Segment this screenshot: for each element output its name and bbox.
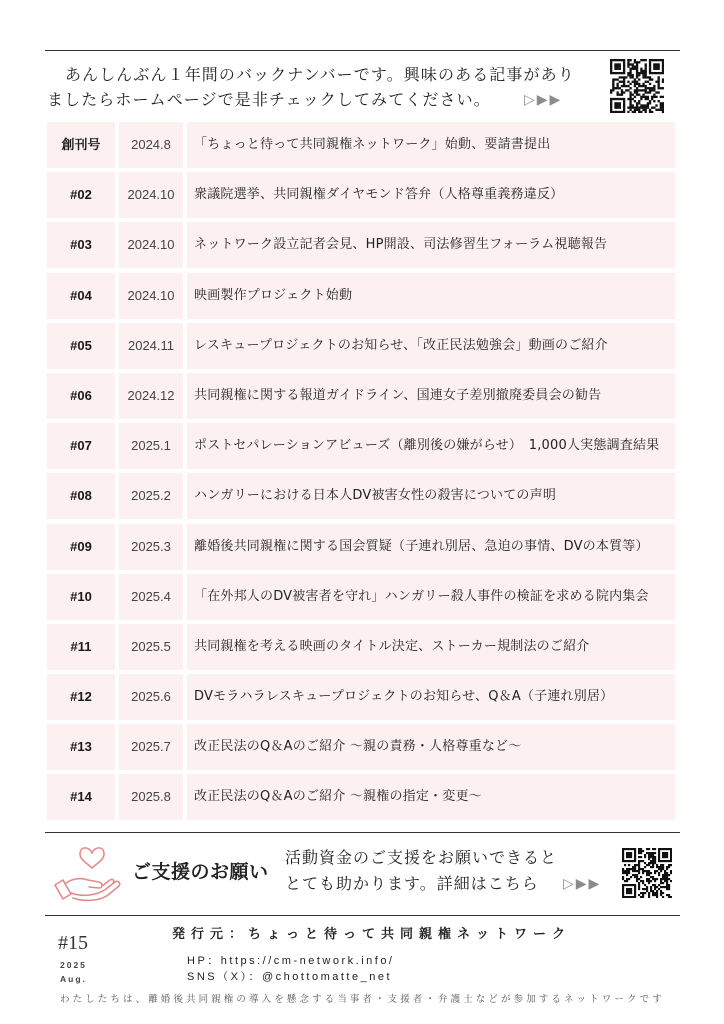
issue-title: DVモラハラレスキュープロジェクトのお知らせ、Q＆A（子連れ別居） — [187, 674, 675, 720]
footer-top-divider — [45, 915, 680, 916]
qr-code-icon — [610, 59, 664, 113]
issue-title: 改正民法のQ＆Aのご紹介 〜親の責務・人格尊重など〜 — [187, 724, 675, 770]
about-statement: わたしたちは、離婚後共同親権の導入を懸念する当事者・支援者・弁護士などが参加するネットワークです — [60, 994, 665, 1005]
issue-label: #10 — [47, 574, 115, 620]
homepage-link[interactable]: HP：https://cm-network.info/ — [187, 955, 395, 967]
issue-date: 2024.10 — [119, 273, 183, 319]
backnumber-row — [47, 122, 675, 168]
issue-date: 2024.10 — [119, 172, 183, 218]
issue-label: #05 — [47, 323, 115, 369]
issue-date: 2025.2 — [119, 473, 183, 519]
issue-label: #03 — [47, 222, 115, 268]
backnumber-row — [47, 574, 675, 620]
backnumber-row — [47, 473, 675, 519]
issue-label: 創刊号 — [47, 122, 115, 168]
issue-title: 映画製作プロジェクト始動 — [187, 273, 675, 319]
backnumber-row — [47, 774, 675, 820]
issue-title: レスキュープロジェクトのお知らせ、「改正民法勉強会」動画のご紹介 — [187, 323, 675, 369]
backnumber-row — [47, 423, 675, 469]
issue-date: 2025.8 — [119, 774, 183, 820]
issue-title: 衆議院選挙、共同親権ダイヤモンド答弁（人格尊重義務違反） — [187, 172, 675, 218]
issue-title: 「ちょっと待って共同親権ネットワーク」始動、要請書提出 — [187, 122, 675, 168]
issue-date: 2025.7 — [119, 724, 183, 770]
backnumber-row — [47, 373, 675, 419]
issue-year: 2025 — [60, 960, 87, 970]
issue-label: #06 — [47, 373, 115, 419]
issue-date: 2024.10 — [119, 222, 183, 268]
issue-label: #08 — [47, 473, 115, 519]
issue-label: #13 — [47, 724, 115, 770]
issue-date: 2025.4 — [119, 574, 183, 620]
backnumber-row — [47, 172, 675, 218]
issue-title: 「在外邦人のDV被害者を守れ」ハンガリー殺人事件の検証を求める院内集会 — [187, 574, 675, 620]
support-line-1: 活動資金のご支援をお願いできると — [285, 848, 558, 867]
backnumber-row — [47, 624, 675, 670]
issue-label: #09 — [47, 524, 115, 570]
issue-date: 2024.11 — [119, 323, 183, 369]
publisher: 発行元：ちょっと待って共同親権ネットワーク — [172, 927, 572, 942]
sns-link[interactable]: SNS（X）：@chottomatte_net — [187, 971, 393, 983]
issue-label: #14 — [47, 774, 115, 820]
issue-title: 共同親権を考える映画のタイトル決定、ストーカー規制法のご紹介 — [187, 624, 675, 670]
backnumber-row — [47, 724, 675, 770]
top-divider — [45, 50, 680, 51]
support-line-2: とても助かります。詳細はこちら — [285, 874, 539, 893]
backnumber-table — [47, 122, 675, 825]
issue-date: 2024.12 — [119, 373, 183, 419]
heart-hand-icon — [52, 840, 124, 904]
backnumber-row — [47, 674, 675, 720]
issue-date: 2025.5 — [119, 624, 183, 670]
support-top-divider — [45, 832, 680, 833]
arrow-icon: ▷▶▶ — [563, 876, 602, 892]
issue-title: ポストセパレーションアビューズ（離別後の嫌がらせ） 1,000人実態調査結果 — [187, 423, 675, 469]
issue-title: 共同親権に関する報道ガイドライン、国連女子差別撤廃委員会の勧告 — [187, 373, 675, 419]
issue-label: #11 — [47, 624, 115, 670]
issue-title: 離婚後共同親権に関する国会質疑（子連れ別居、急迫の事情、DVの本質等） — [187, 524, 675, 570]
intro-line-2: ましたらホームページで是非チェックしてみてください。 — [47, 90, 491, 109]
support-heading: ご支援のお願い — [132, 861, 269, 883]
issue-title: ネットワーク設立記者会見、HP開設、司法修習生フォーラム視聴報告 — [187, 222, 675, 268]
qr-code-icon — [622, 848, 672, 898]
issue-month: Aug. — [60, 974, 87, 984]
intro-line-1: あんしんぶん１年間のバックナンバーです。興味のある記事があり — [65, 65, 575, 84]
issue-title: 改正民法のQ＆Aのご紹介 〜親権の指定・変更〜 — [187, 774, 675, 820]
backnumber-row — [47, 222, 675, 268]
issue-date: 2025.1 — [119, 423, 183, 469]
issue-number: #15 — [58, 932, 88, 954]
issue-date: 2024.8 — [119, 122, 183, 168]
issue-date: 2025.3 — [119, 524, 183, 570]
issue-date: 2025.6 — [119, 674, 183, 720]
arrow-icon: ▷▶▶ — [524, 92, 563, 108]
backnumber-row — [47, 273, 675, 319]
backnumber-row — [47, 524, 675, 570]
issue-label: #07 — [47, 423, 115, 469]
issue-title: ハンガリーにおける日本人DV被害女性の殺害についての声明 — [187, 473, 675, 519]
issue-label: #12 — [47, 674, 115, 720]
issue-label: #02 — [47, 172, 115, 218]
backnumber-row — [47, 323, 675, 369]
issue-label: #04 — [47, 273, 115, 319]
